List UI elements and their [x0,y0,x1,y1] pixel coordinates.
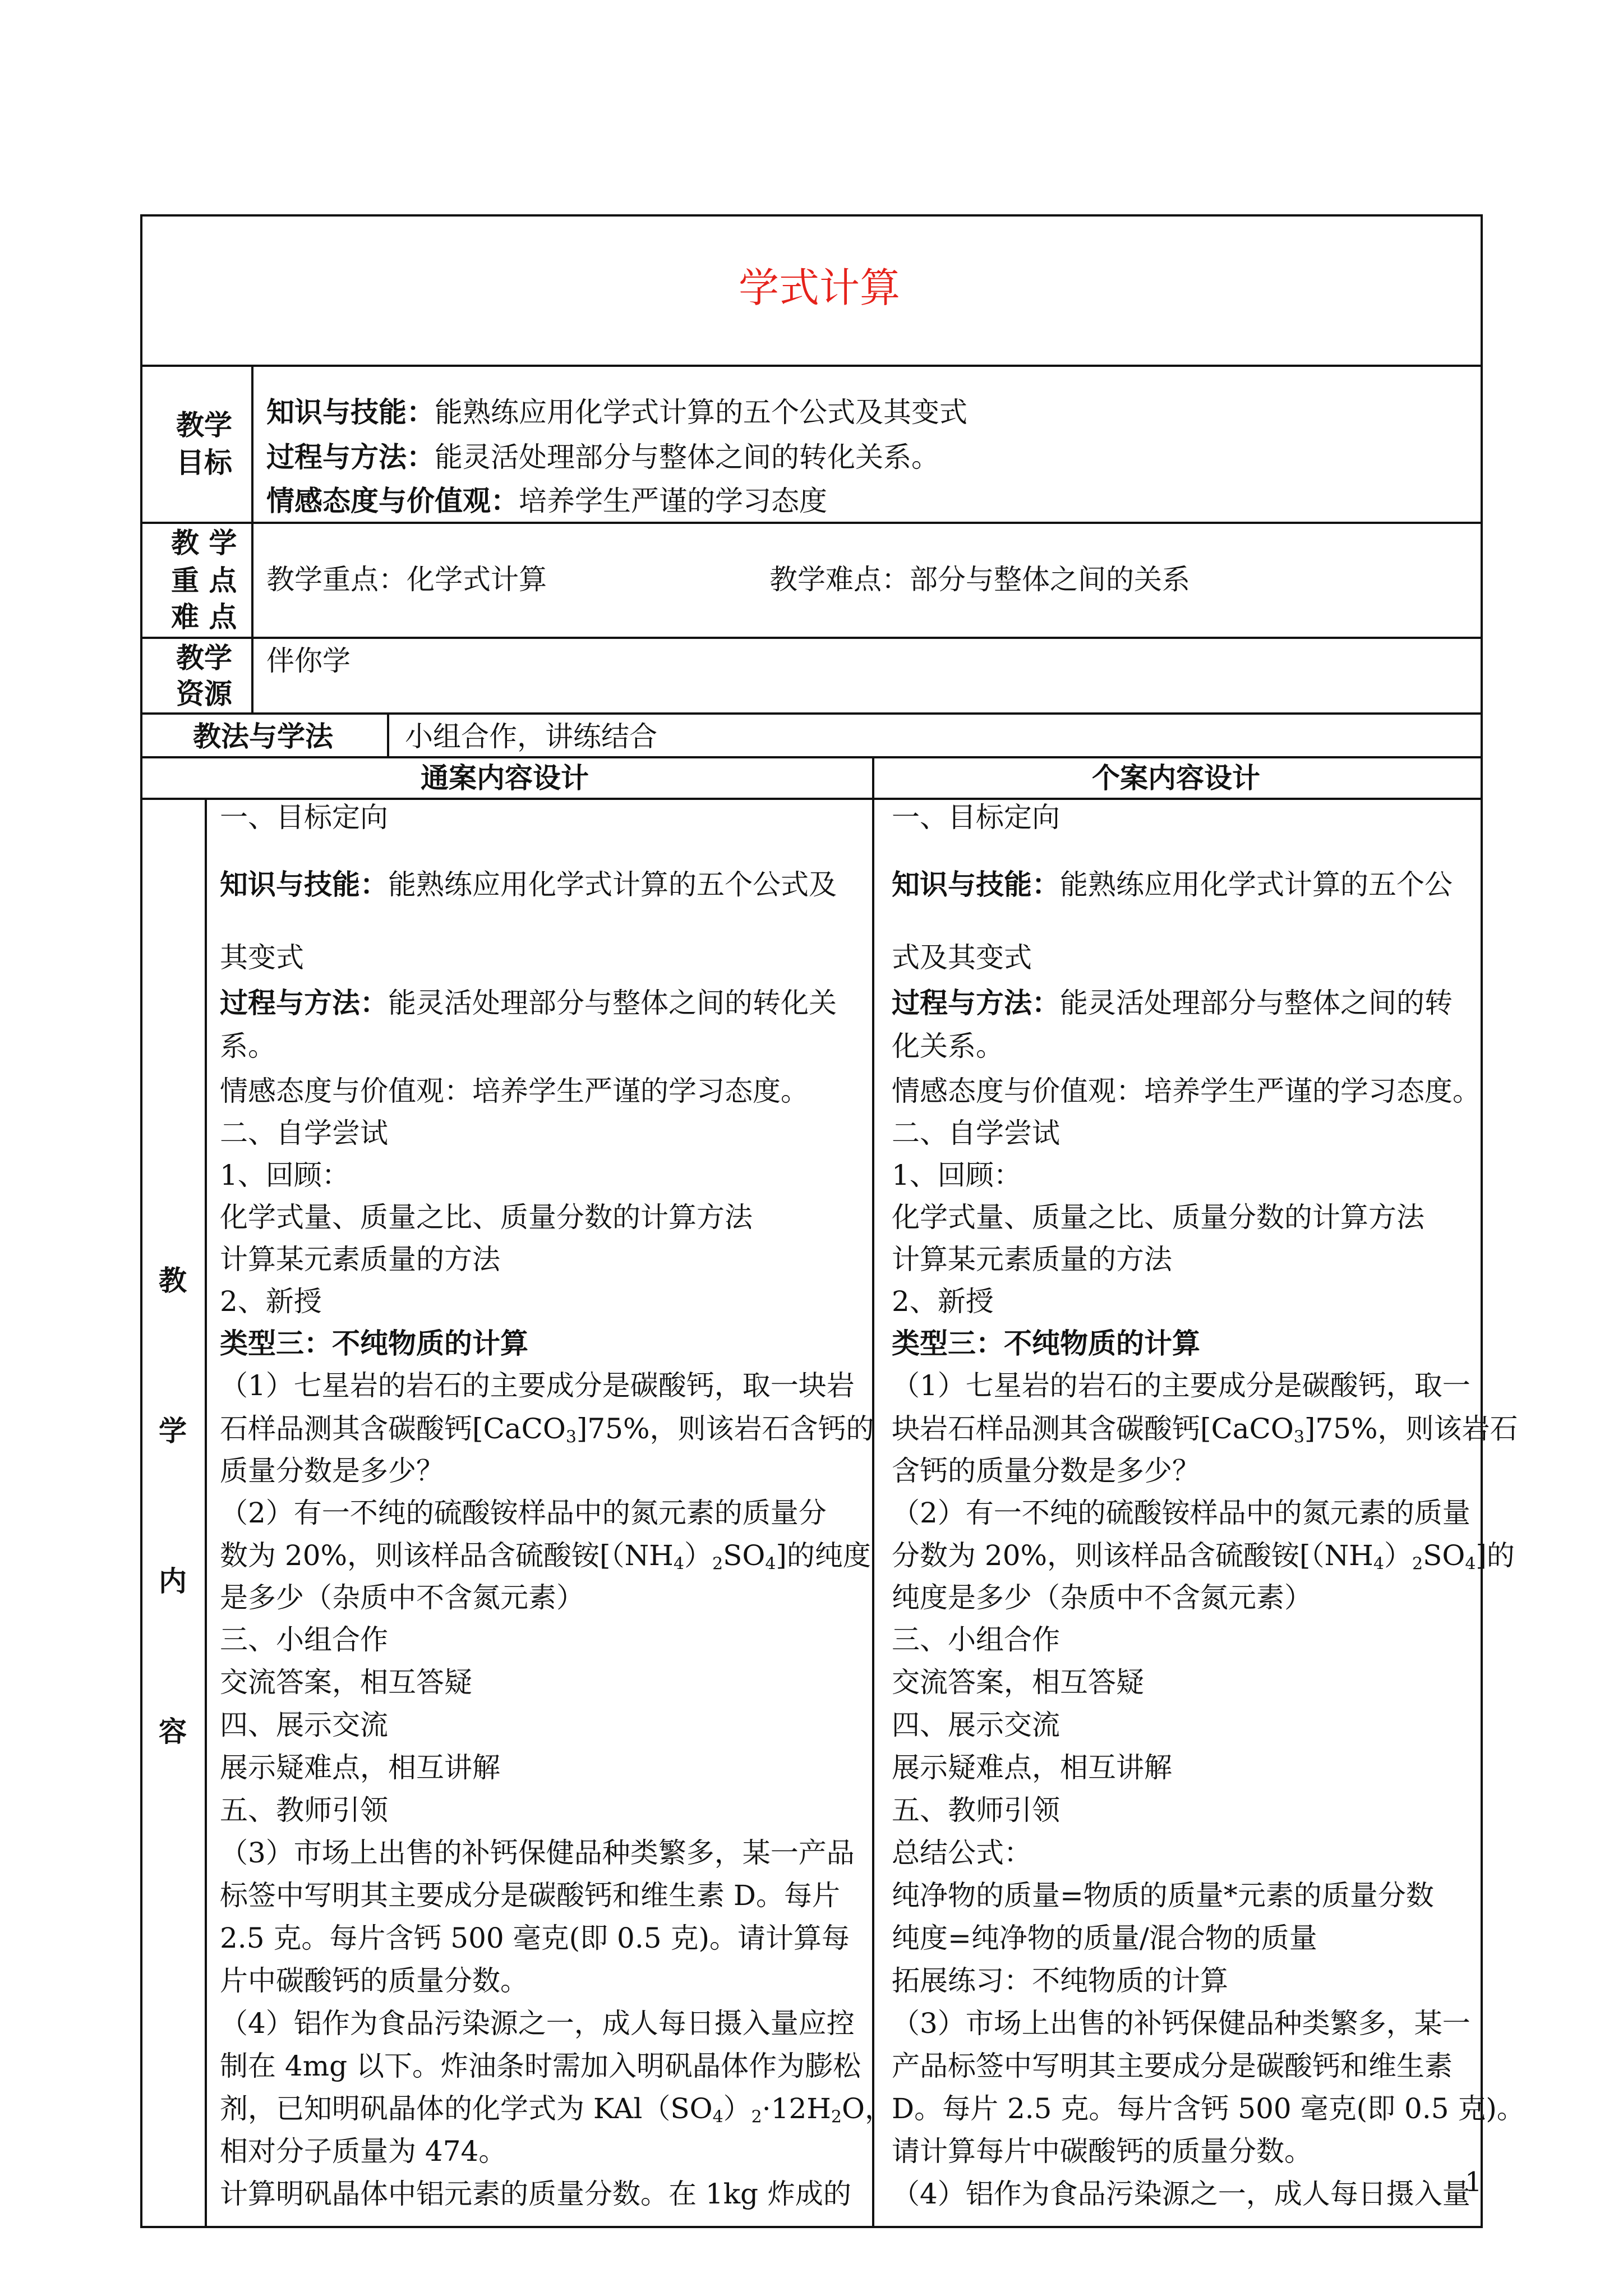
right-line: 总结公式： [892,1837,1032,1869]
difficult-point: 教学难点：部分与整体之间的关系 [769,563,1190,596]
right-line: （4）铝作为食品污染源之一，成人每日摄入量 [892,2178,1470,2210]
label-column-divider [251,365,253,712]
left-line: 相对分子质量为 474。 [220,2135,507,2168]
right-line: D。每片 2.5 克。每片含钙 500 毫克(即 0.5 克)。 [892,2092,1525,2125]
right-line: 情感态度与价值观：培养学生严谨的学习态度。 [892,1075,1481,1107]
left-line: 计算明矾晶体中铝元素的质量分数。在 1kg 炸成的 [220,2178,851,2210]
right-column-header: 个案内容设计 [1092,761,1260,794]
goal-attitude-text: 培养学生严谨的学习态度 [519,485,827,517]
right-line: 拓展练习：不纯物质的计算 [892,1964,1228,1997]
side-label-divider [205,798,207,2227]
left-line: 是多少（杂质中不含氮元素） [220,1581,584,1614]
left-line: 制在 4mg 以下。炸油条时需加入明矾晶体作为膨松 [220,2050,861,2082]
right-line: 含钙的质量分数是多少？ [892,1455,1200,1487]
row-divider [140,637,1483,639]
right-line: 二、自学尝试 [892,1117,1060,1149]
left-line: 化学式量、质量之比、质量分数的计算方法 [220,1201,753,1234]
right-line: 2、新授 [892,1285,994,1318]
key-points-label: 难 点 [171,600,237,633]
method-column-divider [387,712,389,756]
goal-knowledge-text: 能熟练应用化学式计算的五个公式及其变式 [435,396,967,429]
content-column-divider [872,756,874,2227]
left-line: 四、展示交流 [220,1709,388,1741]
left-line: 类型三：不纯物质的计算 [220,1327,528,1360]
left-line: （1）七星岩的岩石的主要成分是碳酸钙，取一块岩 [220,1369,855,1402]
left-line: 石样品测其含碳酸钙[CaCO$_3$]75%，则该岩石含钙的 [220,1412,874,1447]
right-line: 分数为 20%，则该样品含硫酸铵$[(NH_4)_2SO_4]$的 [892,1539,1515,1574]
right-line: 纯净物的质量=物质的质量*元素的质量分数 [892,1879,1434,1912]
table-border-left [140,214,142,2228]
right-line: （2）有一不纯的硫酸铵样品中的氮元素的质量 [892,1497,1470,1529]
right-line: 式及其变式 [892,941,1032,974]
left-line: 知识与技能：能熟练应用化学式计算的五个公式及 [220,868,837,901]
left-column-header: 通案内容设计 [421,761,589,794]
right-line: 过程与方法：能灵活处理部分与整体之间的转 [892,986,1453,1019]
right-line: 五、教师引领 [892,1794,1060,1826]
row-divider [140,522,1483,524]
left-line: （4）铝作为食品污染源之一，成人每日摄入量应控 [220,2007,855,2040]
key-points-label: 教 学 [171,526,237,559]
left-line: 一、目标定向 [220,801,388,834]
right-line: 知识与技能：能熟练应用化学式计算的五个公 [892,868,1453,901]
left-line: 质量分数是多少？ [220,1455,444,1487]
left-line: 数为 20%，则该样品含硫酸铵$[(NH_4)_2SO_4]$的纯度 [220,1539,871,1574]
left-line: 过程与方法：能灵活处理部分与整体之间的转化关 [220,986,837,1019]
right-line: 类型三：不纯物质的计算 [892,1327,1200,1360]
right-line: 交流答案，相互答疑 [892,1666,1144,1699]
left-line: 三、小组合作 [220,1623,388,1656]
resource-label: 资源 [176,677,232,710]
left-line: 2.5 克。每片含钙 500 毫克(即 0.5 克)。请计算每 [220,1922,850,1954]
goals-label: 教学 [176,408,232,441]
left-line: 计算某元素质量的方法 [220,1243,500,1276]
left-line: 五、教师引领 [220,1794,388,1826]
goals-label: 目标 [176,446,232,479]
row-divider [140,756,1483,758]
row-divider [140,365,1483,367]
right-line: 产品标签中写明其主要成分是碳酸钙和维生素 [892,2050,1453,2082]
right-line: 三、小组合作 [892,1623,1060,1656]
left-line: 二、自学尝试 [220,1117,388,1149]
table-border-top [140,214,1483,217]
left-line: （3）市场上出售的补钙保健品种类繁多，某一产品 [220,1837,855,1869]
right-line: 请计算每片中碳酸钙的质量分数。 [892,2135,1312,2168]
goal-attitude [266,484,827,517]
left-line: 片中碳酸钙的质量分数。 [220,1964,528,1997]
right-line: （3）市场上出售的补钙保健品种类繁多，某一 [892,2007,1470,2040]
side-label-char: 内 [159,1565,187,1598]
goal-knowledge [266,395,967,429]
goal-process [266,440,939,473]
resource-text: 伴你学 [266,645,351,677]
left-line: 剂，已知明矾晶体的化学式为 $KAl(SO_4)_2\cdot 12H_2O$， [220,2092,893,2127]
right-line: 一、目标定向 [892,801,1060,834]
right-line: 计算某元素质量的方法 [892,1243,1172,1276]
method-text: 小组合作，讲练结合 [405,720,657,753]
page-number: 1 [1465,2166,1482,2198]
left-line: 1、回顾： [220,1159,350,1191]
left-line: 系。 [220,1030,276,1062]
method-label: 教法与学法 [193,720,333,753]
row-divider [140,798,1483,800]
side-label-char: 教 [159,1264,187,1297]
goal-process-label: 过程与方法： [266,440,435,473]
right-line: 纯度是多少（杂质中不含氮元素） [892,1581,1312,1614]
right-line: 化关系。 [892,1030,1004,1062]
side-label-char: 学 [159,1414,187,1447]
right-line: （1）七星岩的岩石的主要成分是碳酸钙，取一 [892,1369,1470,1402]
right-line: 四、展示交流 [892,1709,1060,1741]
right-line: 1、回顾： [892,1159,1022,1191]
right-line: 化学式量、质量之比、质量分数的计算方法 [892,1201,1424,1234]
key-points-label: 重 点 [171,564,237,597]
goal-process-text: 能灵活处理部分与整体之间的转化关系。 [435,441,939,473]
page-title: 学式计算 [739,264,901,311]
resource-label: 教学 [176,641,232,674]
left-line: 2、新授 [220,1285,322,1318]
row-divider [140,712,1483,715]
right-line: 展示疑难点，相互讲解 [892,1751,1172,1784]
table-border-right [1481,214,1483,2228]
right-line: 纯度=纯净物的质量/混合物的质量 [892,1922,1317,1954]
left-line: 情感态度与价值观：培养学生严谨的学习态度。 [220,1075,809,1107]
side-label-char: 容 [159,1715,187,1748]
right-line: 块岩石样品测其含碳酸钙[CaCO$_3$]75%，则该岩石 [892,1412,1518,1447]
goal-knowledge-label: 知识与技能： [266,395,435,429]
left-line: 其变式 [220,941,304,974]
left-line: 标签中写明其主要成分是碳酸钙和维生素 D。每片 [220,1879,840,1912]
table-border-bottom [140,2226,1483,2228]
left-line: （2）有一不纯的硫酸铵样品中的氮元素的质量分 [220,1497,827,1529]
left-line: 交流答案，相互答疑 [220,1666,472,1699]
left-line: 展示疑难点，相互讲解 [220,1751,500,1784]
goal-attitude-label: 情感态度与价值观： [266,484,519,517]
key-point: 教学重点：化学式计算 [266,563,547,596]
